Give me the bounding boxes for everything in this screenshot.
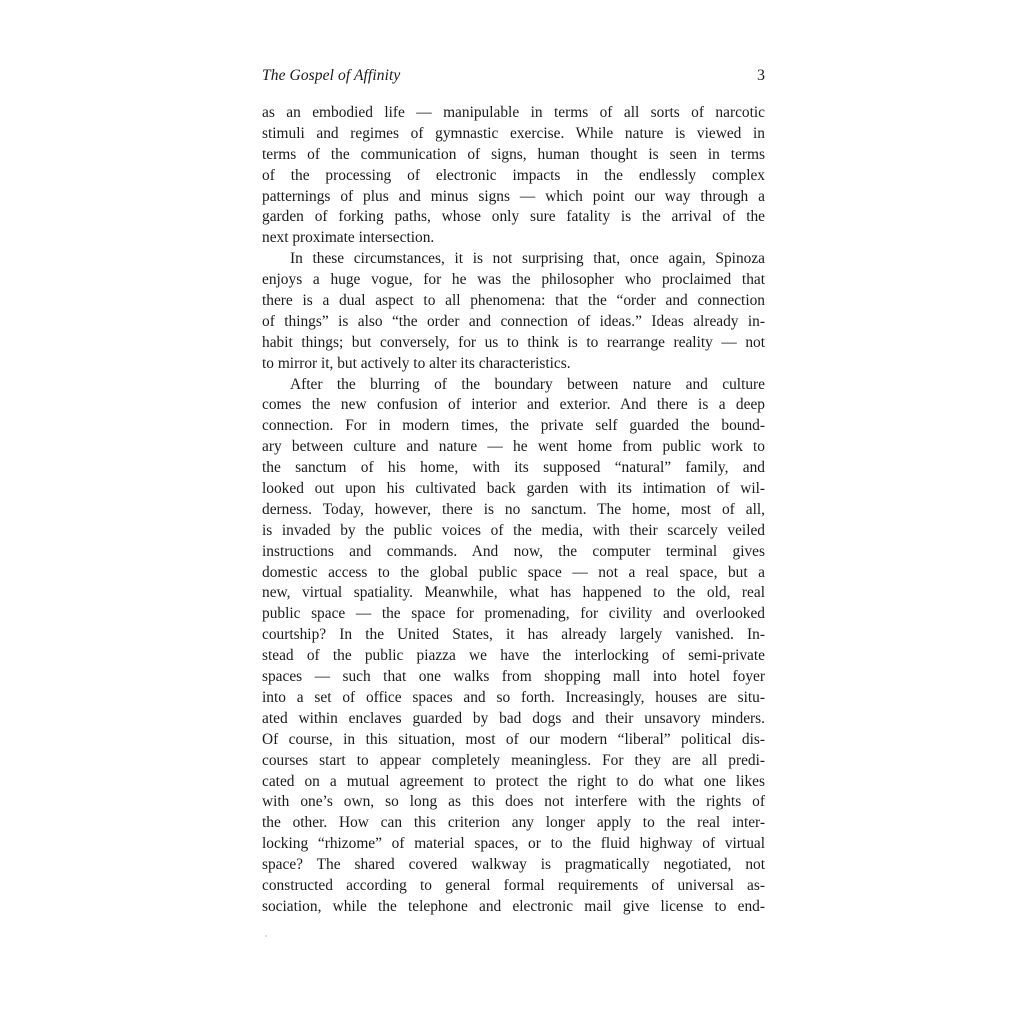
text-line: After the blurring of the boundary between nature and culture xyxy=(290,375,765,393)
text-line: next proximate intersection. xyxy=(262,229,435,247)
text-line: ary between culture and nature — he went home from public work to xyxy=(262,438,765,456)
text-line: of the processing of electronic impacts in the endlessly complex xyxy=(262,166,765,184)
margin-speck xyxy=(265,935,267,937)
text-line: with one’s own, so long as this does not interfere with the rights of xyxy=(262,793,765,811)
text-line: comes the new confusion of interior and exterior. And there is a deep xyxy=(262,396,765,414)
text-line: the sanctum of his home, with its supposed “natural” family, and xyxy=(262,459,765,477)
text-line: habit things; but conversely, for us to think is to rearrange reality — not xyxy=(262,333,765,351)
text-line: to mirror it, but actively to alter its characteristics. xyxy=(262,354,571,372)
text-line: stimuli and regimes of gymnastic exercise. While nature is viewed in xyxy=(262,124,765,142)
text-line: space? The shared covered walkway is pragmatically negotiated, not xyxy=(262,856,765,874)
text-line: In these circumstances, it is not surprising that, once again, Spinoza xyxy=(290,250,765,268)
text-line: garden of forking paths, whose only sure fatality is the arrival of the xyxy=(262,208,765,226)
running-head xyxy=(262,64,765,88)
paragraph xyxy=(262,375,765,918)
text-line: as an embodied life — manipulable in terms of all sorts of narcotic xyxy=(262,104,765,121)
paragraph xyxy=(262,103,765,249)
text-line: looked out upon his cultivated back garden with its intimation of wil- xyxy=(262,480,765,498)
text-line: sociation, while the telephone and electronic mail give license to end- xyxy=(262,897,765,915)
text-line: derness. Today, however, there is no sanctum. The home, most of all, xyxy=(262,500,765,518)
text-line: patternings of plus and minus signs — which point our way through a xyxy=(262,187,765,205)
text-line: Of course, in this situation, most of our modern “liberal” political dis- xyxy=(262,730,765,748)
text-line: of things” is also “the order and connection of ideas.” Ideas already in- xyxy=(262,312,765,330)
body-text xyxy=(262,103,765,918)
text-line: locking “rhizome” of material spaces, or to the fluid highway of virtual xyxy=(262,835,765,853)
text-line: terms of the communication of signs, human thought is seen in terms xyxy=(262,145,765,163)
text-line: spaces — such that one walks from shopping mall into hotel foyer xyxy=(262,668,765,686)
page-number: 3 xyxy=(757,67,765,84)
text-line: new, virtual spatiality. Meanwhile, what has happened to the old, real xyxy=(262,584,765,602)
text-line: the other. How can this criterion any longer apply to the real inter- xyxy=(262,814,765,832)
text-line: public space — the space for promenading, for civility and overlooked xyxy=(262,605,765,623)
text-line: stead of the public piazza we have the interlocking of semi-private xyxy=(262,647,765,665)
text-line: constructed according to general formal requirements of universal as- xyxy=(262,876,765,894)
paragraph xyxy=(262,249,765,374)
text-line: there is a dual aspect to all phenomena: that the “order and connection xyxy=(262,292,765,310)
text-line: enjoys a huge vogue, for he was the philosopher who proclaimed that xyxy=(262,271,765,289)
text-line: courses start to appear completely meaningless. For they are all predi- xyxy=(262,751,765,769)
text-line: courtship? In the United States, it has already largely vanished. In- xyxy=(262,626,765,644)
running-title: The Gospel of Affinity xyxy=(262,67,401,84)
text-line: cated on a mutual agreement to protect the right to do what one likes xyxy=(262,772,765,790)
text-line: ated within enclaves guarded by bad dogs and their unsavory minders. xyxy=(262,709,765,727)
text-line: is invaded by the public voices of the media, with their scarcely veiled xyxy=(262,521,765,539)
text-line: instructions and commands. And now, the computer terminal gives xyxy=(262,542,765,560)
text-line: into a set of office spaces and so forth. Increasingly, houses are situ- xyxy=(262,688,765,706)
text-line: connection. For in modern times, the private self guarded the bound- xyxy=(262,417,765,435)
text-line: domestic access to the global public space — not a real space, but a xyxy=(262,563,765,581)
